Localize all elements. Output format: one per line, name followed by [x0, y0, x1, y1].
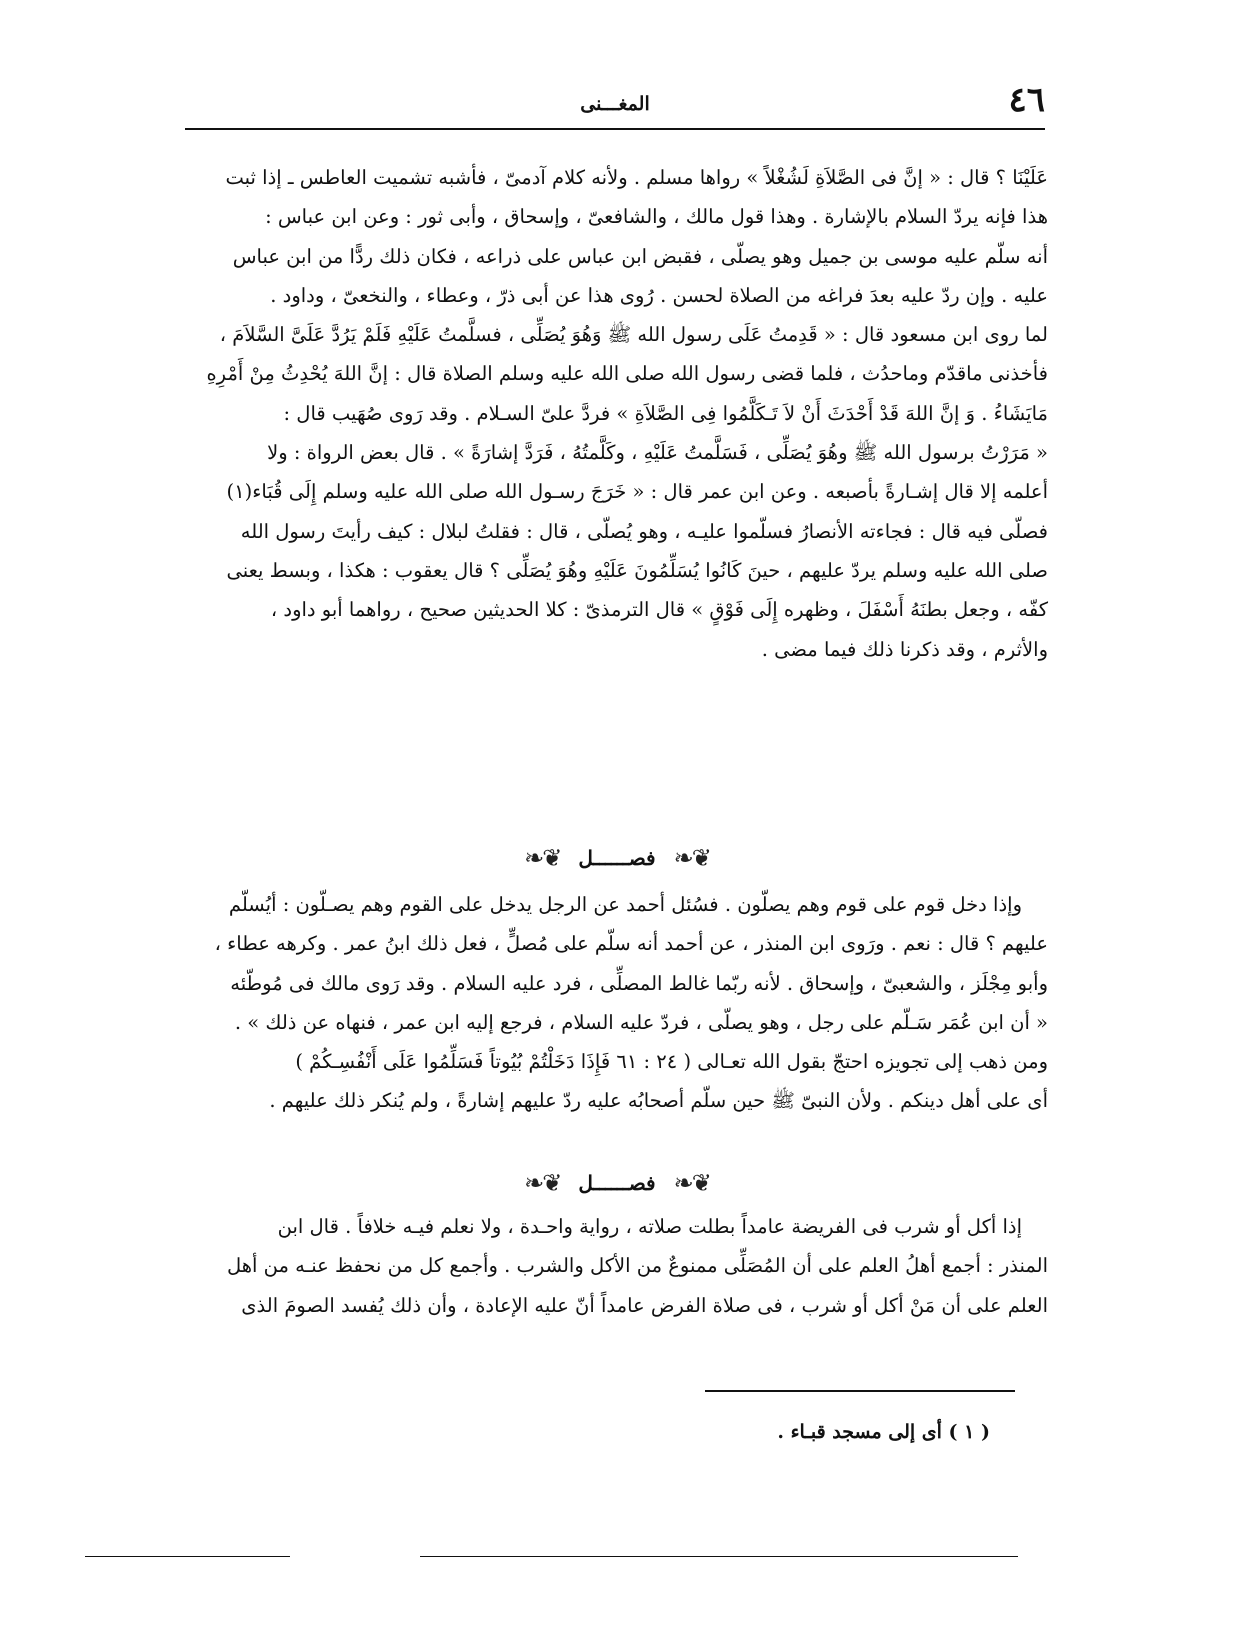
text-line: أنه سلّم عليه موسى بن جميل وهو يصلّى ، فقبض ابن عباس على ذراعه ، فكان ذلك ردًّا من ابن عباس — [232, 244, 1048, 268]
text-line: والأثرم ، وقد ذكرنا ذلك فيما مضى . — [761, 637, 1048, 661]
text-line: مَايَشَاءُ . وَ إنَّ اللهَ قَدْ أَحْدَثَ أَنْ لاَ تَـكَلَّمُوا فِى الصَّلاَةِ » فردَّ علىّ السـلام . وقد رَوى صُهَيب قال : — [283, 401, 1048, 425]
text-line: هذا فإنه يردّ السلام بالإشارة . وهذا قول مالك ، والشافعىّ ، وإسحاق ، وأبى ثور : وعن ابن عباس : — [265, 205, 1048, 229]
section-heading — [186, 838, 1048, 878]
text-block-3 — [186, 1207, 1048, 1325]
text-line: فأخذنى ماقدّم وماحدُث ، فلما قضى رسول الله صلى الله عليه وسلم الصلاة قال : إنَّ اللهَ يُحْدِثُ مِنْ أَمْرِهِ — [206, 362, 1048, 386]
text-line: أعلمه إلا قال إشـارةً بأصبعه . وعن ابن عمر قال : « خَرَجَ رسـول الله صلى الله عليه وسلم إِلَى قُبَاء(١) — [226, 480, 1048, 504]
text-line: أى على أهل دينكم . ولأن النبىّ ﷺ حين سلّم أصحابُه عليه ردّ عليهم إشارةً ، ولم يُنكر ذلك عليهم . — [269, 1089, 1048, 1113]
text-line: فصلّى فيه قال : فجاءته الأنصارُ فسلّموا عليـه ، وهو يُصلّى ، قال : فقلتُ لبلال : كيف رأيتَ رسول الله — [240, 519, 1048, 543]
page-number: ٤٦ — [1008, 80, 1045, 120]
text-block-1 — [186, 158, 1048, 669]
text-line: لما روى ابن مسعود قال : « قَدِمتُ عَلَى رسول الله ﷺ وَهُوَ يُصَلِّى ، فسلَّمتُ عَلَيْهِ فَلَمْ يَرُدَّ عَلَىَّ السَّلاَمَ ، — [219, 323, 1048, 347]
ornament-icon: ❦❧ — [673, 1169, 710, 1197]
text-line: إذا أكل أو شرب فى الفريضة عامداً بطلت صلاته ، رواية واحـدة ، ولا نعلم فيـه خلافاً . قال ابن — [277, 1215, 1022, 1238]
text-line: عليهم ؟ قال : نعم . ورَوى ابن المنذر ، عن أحمد أنه سلّم على مُصلٍّ ، فعل ذلك ابنُ عمر . وكرهه عطاء ، — [214, 932, 1048, 956]
section-heading-label: فصــــــل — [578, 1171, 656, 1195]
text-line: عَلَيْنَا ؟ قال : « إنَّ فى الصَّلاَةِ لَشُغْلاً » رواها مسلم . ولأنه كلام آدمىّ ، فأشبه تشميت العاطس ـ إذا ثبت — [225, 166, 1048, 189]
text-line: كفّه ، وجعل بطنَهُ أَسْفَلَ ، وظهره إِلَى فَوْقٍ » قال الترمذىّ : كلا الحديثين صحيح ، رواهما أبو داود ، — [270, 598, 1048, 622]
ornament-icon: ❦❧ — [524, 844, 561, 872]
bottom-rule — [420, 1556, 1018, 1557]
ornament-icon: ❦❧ — [673, 844, 710, 872]
text-line: المنذر : أجمع أهلُ العلم على أن المُصَلِّى ممنوعٌ من الأكل والشرب . وأجمع كل من نحفظ عنـه من أهل — [226, 1254, 1048, 1278]
footnote-rule — [705, 1390, 1015, 1392]
section-heading-label: فصــــــل — [578, 846, 656, 870]
footnote: ( ١ ) أى إلى مسجد قبـاء . — [777, 1421, 990, 1443]
header-rule — [185, 128, 1045, 130]
text-block-2 — [186, 885, 1048, 1121]
page-header — [185, 80, 1045, 124]
text-line: العلم على أن مَنْ أكل أو شرب ، فى صلاة الفرض عامداً أنّ عليه الإعادة ، وأن ذلك يُفسد الصومَ الذى — [241, 1293, 1048, 1317]
section-heading — [186, 1163, 1048, 1203]
text-line: عليه . وإن ردّ عليه بعدَ فراغه من الصلاة لحسن . رُوى هذا عن أبى ذرّ ، وعطاء ، والنخعىّ ، وداود . — [270, 283, 1048, 307]
ornament-icon: ❦❧ — [524, 1169, 561, 1197]
text-line: وأبو مِجْلَز ، والشعبىّ ، وإسحاق . لأنه ربّما غالط المصلِّى ، فرد عليه السلام . وقد رَوى مالك فى مُوطّئه — [230, 971, 1048, 995]
bottom-rule — [85, 1556, 290, 1557]
running-title: المغـــنى — [580, 93, 650, 115]
text-line: « مَرَرْتُ برسول الله ﷺ وهُوَ يُصَلِّى ، فَسَلَّمتُ عَلَيْهِ ، وكَلَّمتُهُ ، فَرَدَّ إشارَةً » . قال بعض الرواة : ولا — [267, 441, 1048, 465]
text-line: « أن ابن عُمَر سَـلّم على رجل ، وهو يصلّى ، فردّ عليه السلام ، فرجع إليه ابن عمر ، فنهاه عن ذلك » . — [234, 1010, 1048, 1034]
text-line: ومن ذهب إلى تجويزه احتجّ بقول الله تعـالى ( ٢٤ : ٦١ فَإِذَا دَخَلْتُمْ بُيُوتاً فَسَلِّمُوا عَلَى أَنْفُسِـكُمْ ) — [295, 1050, 1048, 1074]
text-line: وإذا دخل قوم على قوم وهم يصلّون . فسُئل أحمد عن الرجل يدخل على القوم وهم يصـلّون : أيُسلّم — [228, 893, 1022, 916]
text-line: صلى الله عليه وسلم يردّ عليهم ، حينَ كَانُوا يُسَلِّمُونَ عَلَيْهِ وهُوَ يُصَلِّى ؟ قال يعقوب : هكذا ، وبسط يعنى — [226, 558, 1048, 582]
